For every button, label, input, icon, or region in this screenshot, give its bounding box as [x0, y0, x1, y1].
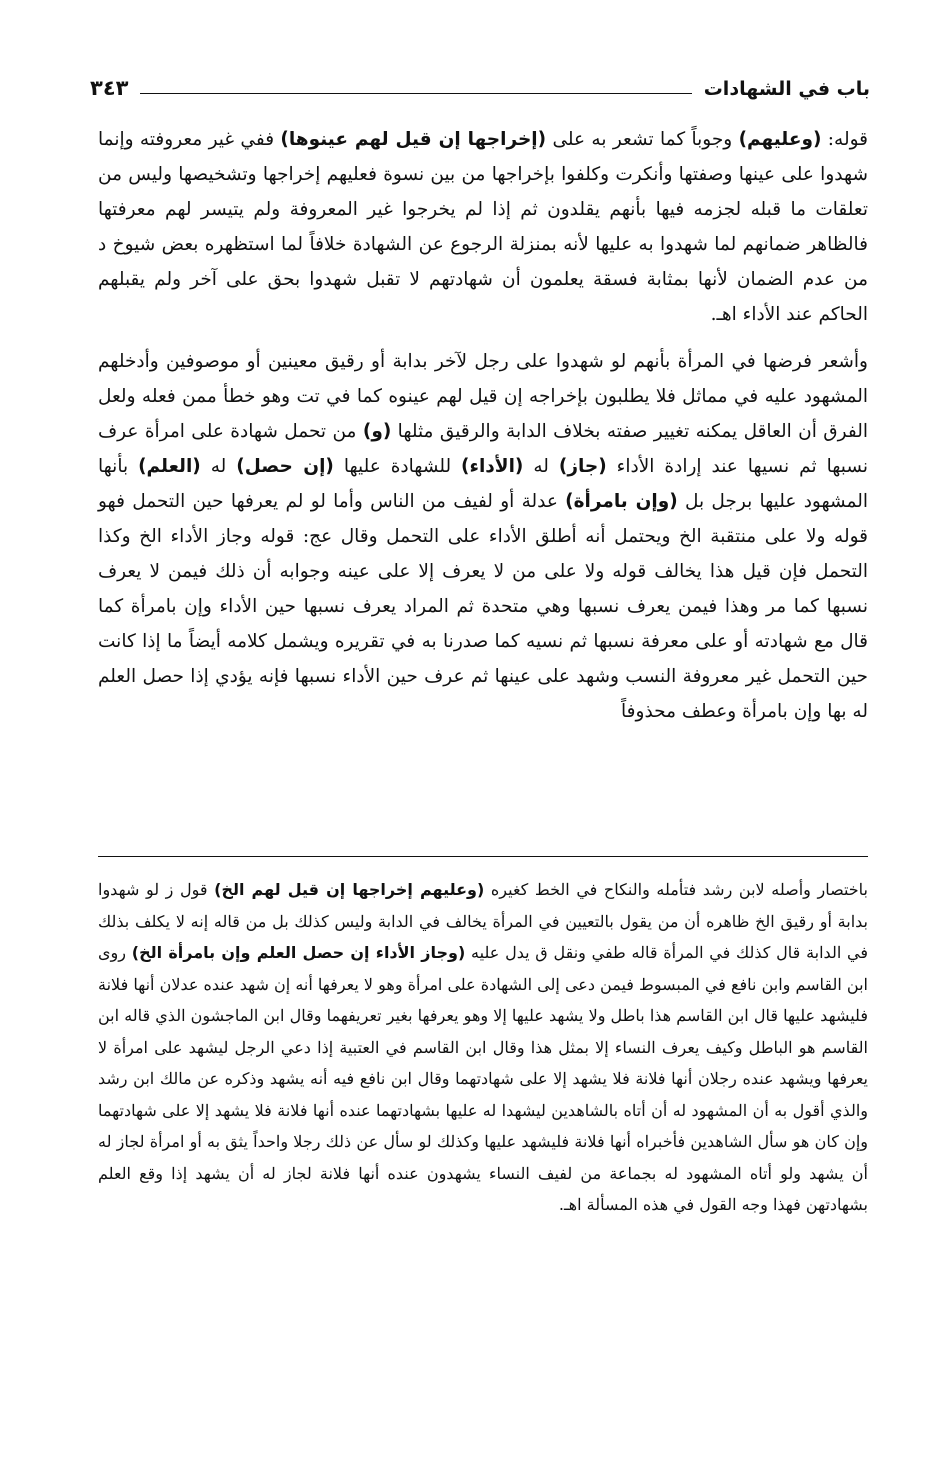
footnote-text: [98, 874, 868, 1221]
bold-quote: (إخراجها إن قيل لهم عينوها): [280, 129, 547, 150]
bold-quote: (العلم): [138, 456, 201, 477]
text-run: روى ابن القاسم وابن نافع في المبسوط فيمن دعى إلى الشهادة على امرأة وهو لا يعرفها أنه إن شهد عنده عدلان أنها فلانة فليشهد عليها قال ابن القاسم هذا باطل ولا يشهد عليها إلا وهو يعرفها بغير تعريفهما وقال ابن الماجشون الذي قاله ابن القاسم هو الباطل وكيف يعرف النساء إلا بمثل هذا وقال ابن القاسم في العتبية إذا دعي الرجل ليشهد على امرأة لا يعرفها ويشهد عنده رجلان أنها فلانة فلا يشهد إلا على شهادتهما وقال ابن نافع فيه أنه يشهد وذكره عن مالك ابن رشد والذي أقول به أن المشهود له أن أتاه بالشاهدين ليشهدا له عليها بشهادتهما عنده أنها فلانة فلا يشهد إلا على شهادتهما وإن كان هو سأل الشاهدين فأخبراه أنها فلانة فليشهد عليها وكذلك لو سأل عن ذلك رجلا واحداً يثق به أو امرأة لجاز له أن يشهد ولو أتاه المشهود له بجماعة من لفيف النساء يشهدون عنده أنها فلانة لجاز له أن يشهد إذا وقع العلم بشهادتهن فهذا وجه القول في هذه المسألة اهـ.: [98, 943, 869, 1214]
text-run: قول ز لو شهدوا بدابة أو رقيق الخ ظاهره أن من يقول بالتعيين في المرأة يخالف في الدابة وليس كذلك بل من قاله إنه لا يكلف بذلك في الدابة قال كذلك في المرأة قاله طفي ونقل ق يدل عليه: [98, 880, 869, 962]
text-run: ففي غير معروفته وإنما شهدوا على عينها وصفتها وأنكرت وكلفوا بإخراجها من بين نسوة فعليهم إخراجها وتشخيصها وليس من تعلقات ما قبله لجزمه فيها بأنهم يقلدون ثم إذا لم يخرجوا غير المعروفة ولم يتيسر لهم معرفتها فالظاهر ضمانهم لما شهدوا به عليها لأنه بمنزلة الرجوع عن الشهادة خلافاً لما استظهره بعض شيوخ د من عدم الضمان لأنها بمثابة فسقة يعلمون أن شهادتهم لا تقبل شهدوا بحق على آخر ولم يقبلهم الحاكم عند الأداء اهـ.: [98, 129, 868, 325]
bold-quote: (إن حصل): [236, 456, 334, 477]
footnote-paragraph: [98, 874, 868, 1221]
page-header: [90, 68, 870, 102]
text-run: له: [523, 456, 559, 477]
text-run: وجوباً كما تشعر به على: [546, 129, 739, 150]
bold-quote: (جاز): [558, 456, 607, 477]
chapter-title: باب في الشهادات: [703, 78, 870, 100]
main-paragraph-2: [98, 344, 868, 729]
text-run: باختصار وأصله لابن رشد فتأمله والنكاح في الخط كغيره: [484, 880, 869, 899]
text-run: بأنها المشهود عليها برجل بل: [98, 456, 868, 512]
page-number: ٣٤٣: [90, 76, 129, 100]
main-text: [98, 122, 868, 741]
text-run: عدلة أو لفيف من الناس وأما لو لم يعرفها حين التحمل فهو قوله ولا على منتقبة الخ ويحتمل أنه أطلق الأداء على التحمل وقال عج: قوله وجاز الأداء الخ وكذا التحمل فإن قيل هذا يخالف قوله ولا على من لا يعرف إلا على عينه وجوابه أن ذلك فيمن لا يعرف نسبها كما مر وهذا فيمن يعرف نسبها وهي متحدة ثم المراد يعرف نسبها حين الأداء وإن بامرأة كما قال مع شهادته أو على معرفة نسبها ثم نسيه كما صدرنا به في تقريره ويشمل كلامه أيضاً ما إذا كانت حين التحمل غير معروفة النسب وشهد على عينها ثم عرف حين الأداء نسبها فإنه يؤدي إذا حصل العلم له بها وإن بامرأة وعطف محذوفاً: [98, 491, 868, 722]
bold-quote: (الأداء): [461, 456, 524, 477]
text-run: له: [200, 456, 237, 477]
footnote-separator: [98, 856, 868, 857]
text-run: للشهادة عليها: [333, 456, 462, 477]
main-paragraph-1: [98, 122, 868, 332]
text-run: قوله:: [821, 129, 868, 150]
bold-quote: (و): [362, 421, 392, 442]
text-run: من تحمل شهادة على امرأة عرف نسبها ثم نسيها عند إرادة الأداء: [98, 421, 868, 477]
text-run: وأشعر فرضها في المرأة بأنهم لو شهدوا على رجل لآخر بدابة أو رقيق معينين أو موصوفين وأدخلهم المشهود عليه في مماثل فلا يطلبون بإخراجه إن قيل لهم عينوه كما في تت وهو خطأ ممن فعله ولعل الفرق أن العاقل يمكنه تغيير صفته بخلاف الدابة والرقيق مثلها: [98, 351, 868, 442]
bold-quote: (وعليهم إخراجها إن قيل لهم الخ): [214, 880, 485, 899]
bold-quote: (وعليهم): [738, 129, 822, 150]
bold-quote: (وجاز الأداء إن حصل العلم وإن بامرأة الخ): [131, 943, 466, 962]
header-rule: [140, 93, 691, 94]
bold-quote: (وإن بامرأة): [565, 491, 678, 512]
